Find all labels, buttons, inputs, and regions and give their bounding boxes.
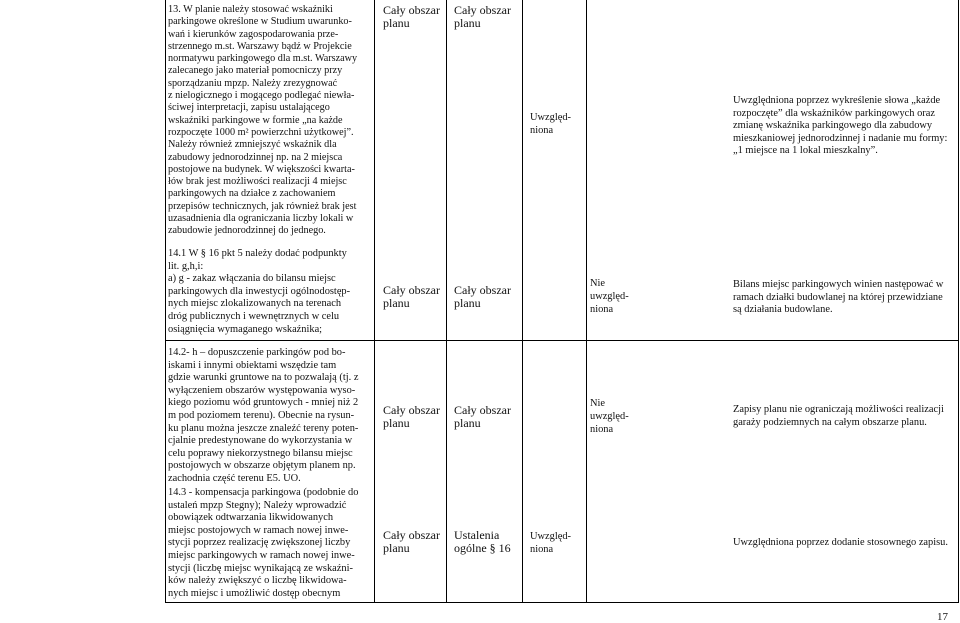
area-label: Ustalenia ogólne § 16	[454, 528, 511, 556]
column-divider	[374, 0, 375, 603]
area-label: Cały obszar planu	[383, 403, 440, 431]
row-divider	[165, 340, 959, 341]
remark-text: Zapisy planu nie ograniczają możliwości realizacji garaży podziemnych na całym obszarze planu.	[733, 404, 944, 428]
area-label: Cały obszar planu	[454, 3, 511, 31]
remark-text: Bilans miejsc parkingowych winien następować w ramach działki budowlanej na której przewidziane są działania budowlane.	[733, 279, 944, 316]
page-number: 17	[937, 611, 948, 623]
status-label: Nie uwzględ- niona	[590, 278, 629, 316]
area-label: Cały obszar planu	[383, 528, 440, 556]
comment-text: 14.2- h – dopuszczenie parkingów pod bo- iskami i innymi obiektami wszędzie tam gdzie warunki gruntowe na to pozwalają (tj. z wyłączeniem obszarów występowania wyso- kiego poziomu wód gruntowych - mniej niż 2 m pod poziomem terenu). Obecnie na rysun- ku planu można jeszcze znaleźć tereny poten- cjalnie predestynowane do wykorzystania w celu poprawy niekorzystnego bilansu miejsc postojowych w obszarze objętym planem np. zachodnia część terenu E5. UO.	[168, 347, 359, 484]
status-label: Uwzględ- niona	[530, 531, 571, 556]
table-border-right	[958, 0, 959, 603]
area-label: Cały obszar planu	[383, 3, 440, 31]
area-label: Cały obszar planu	[383, 283, 440, 311]
comment-text: 14.1 W § 16 pkt 5 należy dodać podpunkty lit. g,h,i: a) g - zakaz włączania do bilansu miejsc parkingowych dla inwestycji ogólnodostęp- nych miejsc zlokalizowanych na terenach dróg publicznych i wewnętrznych w celu osiągnięcia wymaganego wskaźnika;	[168, 248, 351, 335]
comment-text: 14.3 - kompensacja parkingowa (podobnie do ustaleń mpzp Stegny); Należy wprowadzić obowiązek odtwarzania likwidowanych miejsc postojowych w ramach nowej inwe- stycji poprzez realizację zwiększonej liczby miejsc parkingowych w ramach nowej inwe- stycji (liczbę miejsc wynikającą ze wskaźni- ków należy zwiększyć o liczbę likwidowa- nych miejsc i umożliwić dostęp obecnym	[168, 487, 359, 599]
area-label: Cały obszar planu	[454, 403, 511, 431]
comment-text: 13. W planie należy stosować wskaźniki parkingowe określone w Studium uwarunko- wań i kierunków zagospodarowania prze- strzennego m.st. Warszawy bądź w Projekcie normatywu parkingowego dla m.st. Warszawy zalecanego jako materiał pomocniczy przy sporządzaniu mpzp. Należy zrezygnować z nielogicznego i mogącego podlegać niewła- ściwej interpretacji, zapisu ustalającego wskaźniki parkingowe w formie „na każde rozpoczęte 1000 m² powierzchni użytkowej”. Należy również zmniejszyć wskaźnik dla zabudowy jednorodzinnej np. na 2 miejsca postojowe na budynek. W większości kwarta- łów brak jest możliwości realizacji 4 miejsc parkingowych na działce z zachowaniem przepisów technicznych, jak również brak jest uzasadnienia dla ograniczania liczby lokali w zabudowie jednorodzinnej do jednego.	[168, 4, 358, 237]
area-label: Cały obszar planu	[454, 283, 511, 311]
column-divider	[522, 0, 523, 603]
column-divider	[446, 0, 447, 603]
status-label: Nie uwzględ- niona	[590, 398, 629, 436]
column-divider	[586, 0, 587, 603]
remark-text: Uwzględniona poprzez wykreślenie słowa „każde rozpoczęte” dla wskaźników parkingowych oraz zmianę wskaźnika parkingowego dla zabudowy mieszkaniowej jednorodzinnej i nadanie mu formy: „1 miejsce na 1 lokal mieszkalny”.	[733, 95, 948, 157]
remark-text: Uwzględniona poprzez dodanie stosownego zapisu.	[733, 537, 948, 548]
table-border-bottom	[165, 602, 959, 603]
table-border-left	[165, 0, 166, 603]
status-label: Uwzględ- niona	[530, 112, 571, 137]
